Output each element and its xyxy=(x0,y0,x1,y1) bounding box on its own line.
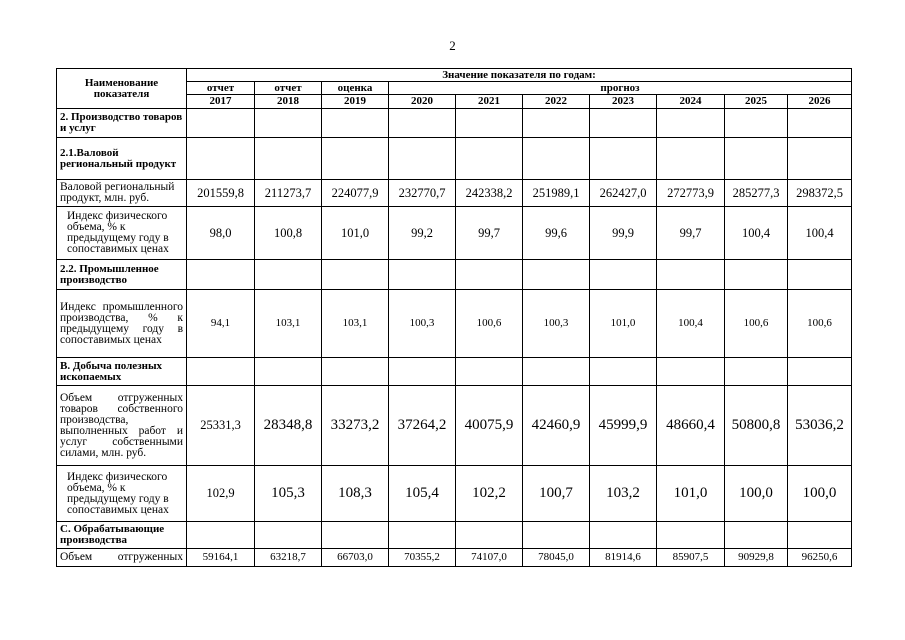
name-column-header: Наименование показателя xyxy=(57,69,187,109)
table-cell: 45999,9 xyxy=(590,386,657,466)
table-cell: 232770,7 xyxy=(389,180,456,207)
table-cell: 100,6 xyxy=(725,290,788,358)
table-cell: 285277,3 xyxy=(725,180,788,207)
table-cell: 108,3 xyxy=(322,466,389,522)
table-cell: 78045,0 xyxy=(523,549,590,567)
row-label: Объем отгруженных товаров собственного производства, выполненных работ и услуг собственными силами, млн. руб. xyxy=(57,386,187,466)
table-cell: 105,3 xyxy=(255,466,322,522)
row-label: Индекс физического объема, % к предыдущему году в сопоставимых ценах xyxy=(57,466,187,522)
section-title: В. Добыча полезных ископаемых xyxy=(57,358,187,386)
table-cell: 99,7 xyxy=(657,207,725,260)
table-cell: 25331,3 xyxy=(187,386,255,466)
row-label: Валовой региональный продукт, млн. руб. xyxy=(57,180,187,207)
table-cell: 224077,9 xyxy=(322,180,389,207)
table-cell: 53036,2 xyxy=(788,386,852,466)
table-cell: 99,2 xyxy=(389,207,456,260)
table-cell: 70355,2 xyxy=(389,549,456,567)
table-cell: 100,0 xyxy=(788,466,852,522)
table-row xyxy=(57,466,852,522)
table-cell: 99,7 xyxy=(456,207,523,260)
estimate-header: оценка xyxy=(322,82,389,95)
table-row xyxy=(57,138,852,180)
report-header-2017: отчет xyxy=(187,82,255,95)
report-header-2018: отчет xyxy=(255,82,322,95)
table-cell: 201559,8 xyxy=(187,180,255,207)
table-cell: 42460,9 xyxy=(523,386,590,466)
table-cell: 103,2 xyxy=(590,466,657,522)
table-cell: 98,0 xyxy=(187,207,255,260)
table-row xyxy=(57,386,852,466)
table-cell: 40075,9 xyxy=(456,386,523,466)
table-cell: 33273,2 xyxy=(322,386,389,466)
year-header: 2022 xyxy=(523,95,590,109)
table-cell: 103,1 xyxy=(255,290,322,358)
table-cell: 90929,8 xyxy=(725,549,788,567)
table-cell: 102,2 xyxy=(456,466,523,522)
table-cell: 37264,2 xyxy=(389,386,456,466)
indicators-table xyxy=(56,68,852,567)
table-cell: 100,6 xyxy=(456,290,523,358)
table-cell: 100,0 xyxy=(725,466,788,522)
year-header: 2026 xyxy=(788,95,852,109)
table-cell: 99,6 xyxy=(523,207,590,260)
table-cell: 251989,1 xyxy=(523,180,590,207)
table-cell: 74107,0 xyxy=(456,549,523,567)
table-cell: 59164,1 xyxy=(187,549,255,567)
table-row xyxy=(57,522,852,549)
table-cell: 96250,6 xyxy=(788,549,852,567)
year-header: 2020 xyxy=(389,95,456,109)
section-title: 2.1.Валовой региональный продукт xyxy=(57,138,187,180)
table-row xyxy=(57,109,852,138)
table-cell: 100,8 xyxy=(255,207,322,260)
table-cell: 48660,4 xyxy=(657,386,725,466)
page-number: 2 xyxy=(449,38,456,53)
table-cell: 100,6 xyxy=(788,290,852,358)
table-row xyxy=(57,260,852,290)
table-cell: 63218,7 xyxy=(255,549,322,567)
table-cell: 100,4 xyxy=(788,207,852,260)
forecast-header: прогноз xyxy=(389,82,852,95)
table-row xyxy=(57,290,852,358)
table-cell: 298372,5 xyxy=(788,180,852,207)
table-cell: 100,7 xyxy=(523,466,590,522)
year-header: 2018 xyxy=(255,95,322,109)
year-header: 2025 xyxy=(725,95,788,109)
table-cell: 81914,6 xyxy=(590,549,657,567)
row-label: Индекс физического объема, % к предыдущему году в сопоставимых ценах xyxy=(57,207,187,260)
section-title: С. Обрабатывающие производства xyxy=(57,522,187,549)
year-header: 2023 xyxy=(590,95,657,109)
table-cell: 242338,2 xyxy=(456,180,523,207)
table-cell: 50800,8 xyxy=(725,386,788,466)
table-cell: 100,3 xyxy=(523,290,590,358)
table-cell: 101,0 xyxy=(322,207,389,260)
table-cell: 100,4 xyxy=(725,207,788,260)
table-row xyxy=(57,549,852,567)
table-cell: 100,3 xyxy=(389,290,456,358)
table-row xyxy=(57,180,852,207)
table-cell: 85907,5 xyxy=(657,549,725,567)
year-header: 2019 xyxy=(322,95,389,109)
section-title: 2.2. Промышленное производство xyxy=(57,260,187,290)
table-cell: 100,4 xyxy=(657,290,725,358)
values-by-year-header: Значение показателя по годам: xyxy=(187,69,852,82)
table-cell: 28348,8 xyxy=(255,386,322,466)
table-row xyxy=(57,207,852,260)
row-label: Объем отгруженных xyxy=(57,549,187,567)
table-cell: 102,9 xyxy=(187,466,255,522)
table-cell: 211273,7 xyxy=(255,180,322,207)
table-cell: 105,4 xyxy=(389,466,456,522)
table-cell: 94,1 xyxy=(187,290,255,358)
table-cell: 103,1 xyxy=(322,290,389,358)
year-header: 2024 xyxy=(657,95,725,109)
row-label: Индекс промышленного производства, % к предыдущему году в сопоставимых ценах xyxy=(57,290,187,358)
table-cell: 99,9 xyxy=(590,207,657,260)
year-header: 2017 xyxy=(187,95,255,109)
table-cell: 101,0 xyxy=(657,466,725,522)
table-row xyxy=(57,358,852,386)
section-title: 2. Производство товаров и услуг xyxy=(57,109,187,138)
table-cell: 66703,0 xyxy=(322,549,389,567)
table-cell: 262427,0 xyxy=(590,180,657,207)
year-header: 2021 xyxy=(456,95,523,109)
table-cell: 272773,9 xyxy=(657,180,725,207)
table-cell: 101,0 xyxy=(590,290,657,358)
